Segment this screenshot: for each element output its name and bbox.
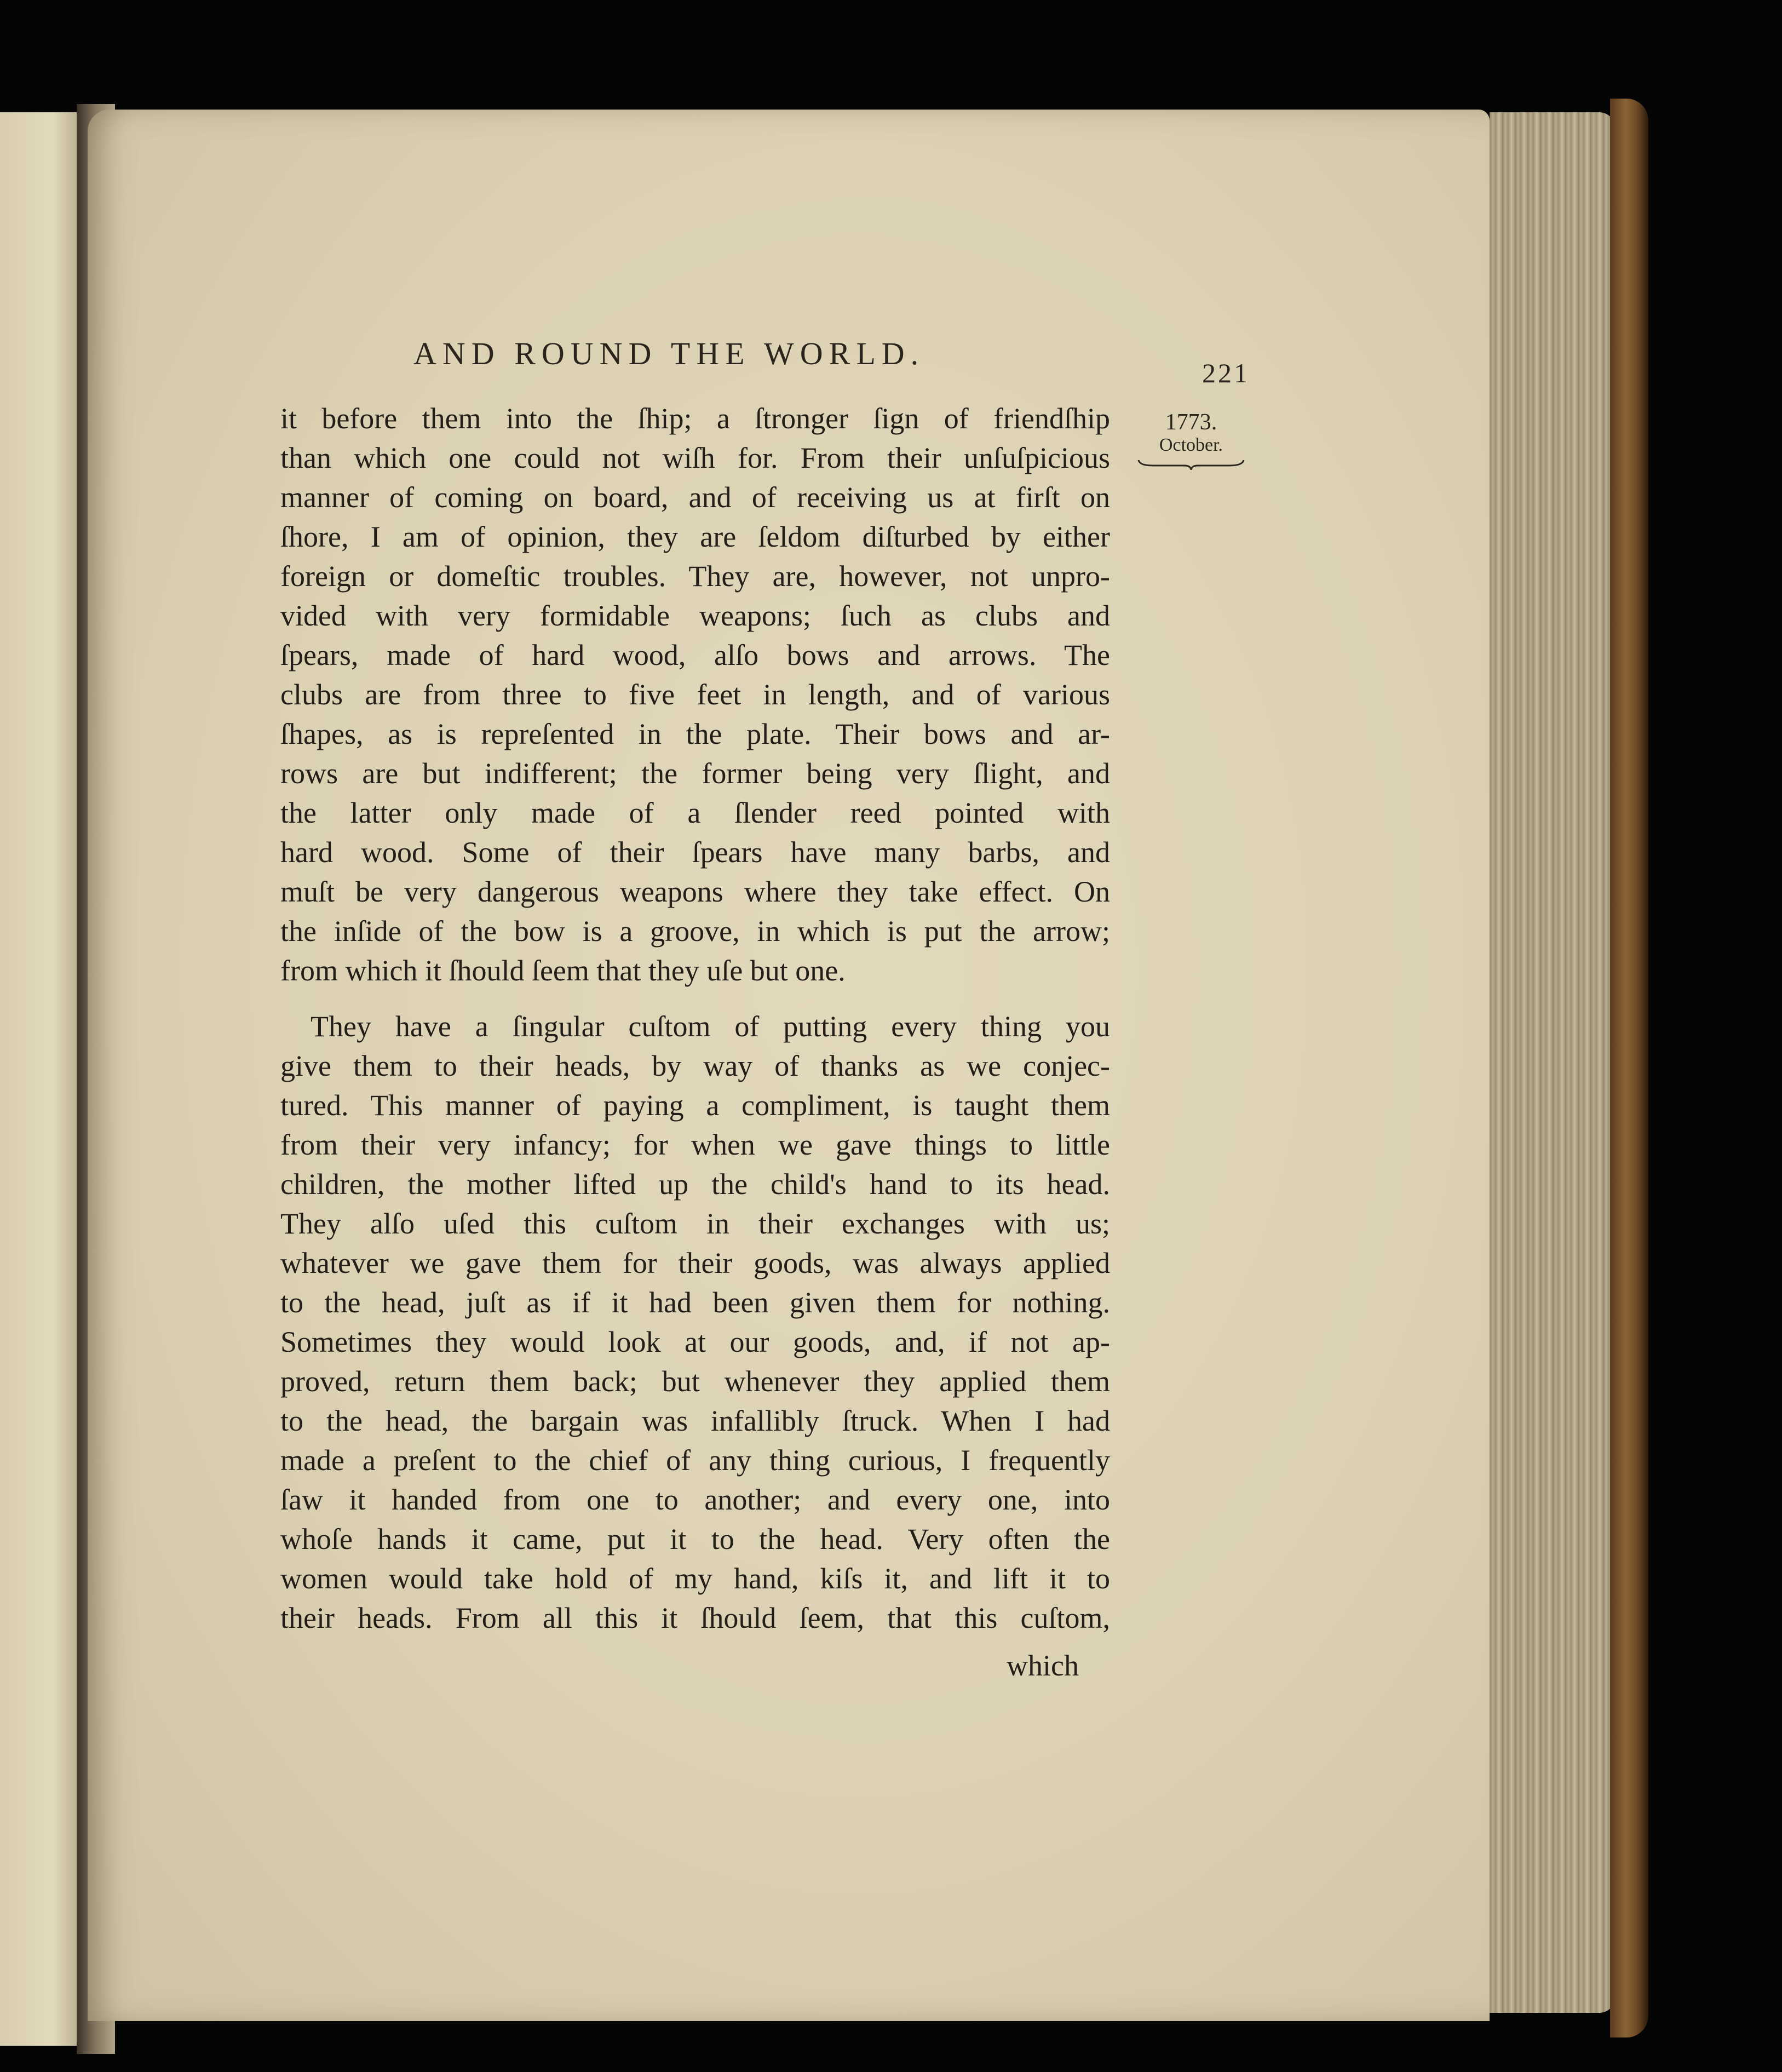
text-line: made a preſent to the chief of any thing curious, I frequently xyxy=(280,1444,1110,1477)
text-line: whoſe hands it came, put it to the head. Very often the xyxy=(280,1523,1110,1556)
page-number: 221 xyxy=(1202,358,1250,388)
text-line: ſhapes, as is repreſented in the plate. Their bows and ar- xyxy=(280,718,1110,750)
previous-page-edge xyxy=(0,112,88,2046)
text-line: Sometimes they would look at our goods, and, if not ap- xyxy=(280,1325,1110,1358)
text-line: tured. This manner of paying a compliment, is taught them xyxy=(280,1089,1110,1122)
text-line: from which it ſhould ſeem that they uſe but one. xyxy=(280,954,846,987)
body-text xyxy=(280,399,1110,1638)
text-line: manner of coming on board, and of receiving us at firſt on xyxy=(280,481,1110,514)
text-line: muſt be very dangerous weapons where they take effect. On xyxy=(280,875,1110,908)
text-line: foreign or domeſtic troubles. They are, however, not unpro- xyxy=(280,560,1110,593)
margin-note-year: 1773. xyxy=(1165,410,1217,435)
text-line: than which one could not wiſh for. From their unſuſpicious xyxy=(280,441,1110,474)
text-line: women would take hold of my hand, kiſs it, and lift it to xyxy=(280,1562,1110,1595)
text-line: They have a ſingular cuſtom of putting every thing you xyxy=(311,1010,1110,1043)
text-line: from their very infancy; for when we gave things to little xyxy=(280,1128,1110,1161)
text-line: children, the mother lifted up the child's hand to its head. xyxy=(280,1168,1110,1201)
text-line: They alſo uſed this cuſtom in their exchanges with us; xyxy=(280,1207,1110,1240)
text-line: rows are but indifferent; the former being very ſlight, and xyxy=(280,757,1110,790)
text-line: ſpears, made of hard wood, alſo bows and arrows. The xyxy=(280,639,1110,671)
running-head: AND ROUND THE WORLD. xyxy=(413,336,925,371)
margin-note-month: October. xyxy=(1159,435,1223,455)
text-line: it before them into the ſhip; a ſtronger ſign of friendſhip xyxy=(280,402,1110,435)
paragraph-1 xyxy=(280,399,1110,990)
text-line: to the head, the bargain was infallibly ſtruck. When I had xyxy=(280,1404,1110,1437)
text-line: proved, return them back; but whenever they applied them xyxy=(280,1365,1110,1398)
catchword: which xyxy=(1007,1649,1079,1682)
text-line: clubs are from three to five feet in length, and of various xyxy=(280,678,1110,711)
text-line: give them to their heads, by way of thanks as we conjec- xyxy=(280,1049,1110,1082)
text-line: the inſide of the bow is a groove, in which is put the arrow; xyxy=(280,915,1110,948)
text-line: ſaw it handed from one to another; and every one, into xyxy=(280,1483,1110,1516)
text-line: to the head, juſt as if it had been given them for nothing. xyxy=(280,1286,1110,1319)
text-line: ſhore, I am of opinion, they are ſeldom diſturbed by either xyxy=(280,520,1110,553)
text-line: hard wood. Some of their ſpears have many barbs, and xyxy=(280,836,1110,869)
leather-binding xyxy=(1610,99,1648,2037)
margin-note xyxy=(1131,410,1251,470)
brace-icon xyxy=(1136,458,1246,470)
text-line: the latter only made of a ſlender reed pointed with xyxy=(280,796,1110,829)
paragraph-gap xyxy=(280,990,1110,1007)
text-line: vided with very formidable weapons; ſuch as clubs and xyxy=(280,599,1110,632)
text-line: their heads. From all this it ſhould ſeem, that this cuſtom, xyxy=(280,1602,1110,1634)
page-edges xyxy=(1490,112,1616,2013)
paragraph-2 xyxy=(280,1007,1110,1638)
text-line: whatever we gave them for their goods, was always applied xyxy=(280,1247,1110,1279)
